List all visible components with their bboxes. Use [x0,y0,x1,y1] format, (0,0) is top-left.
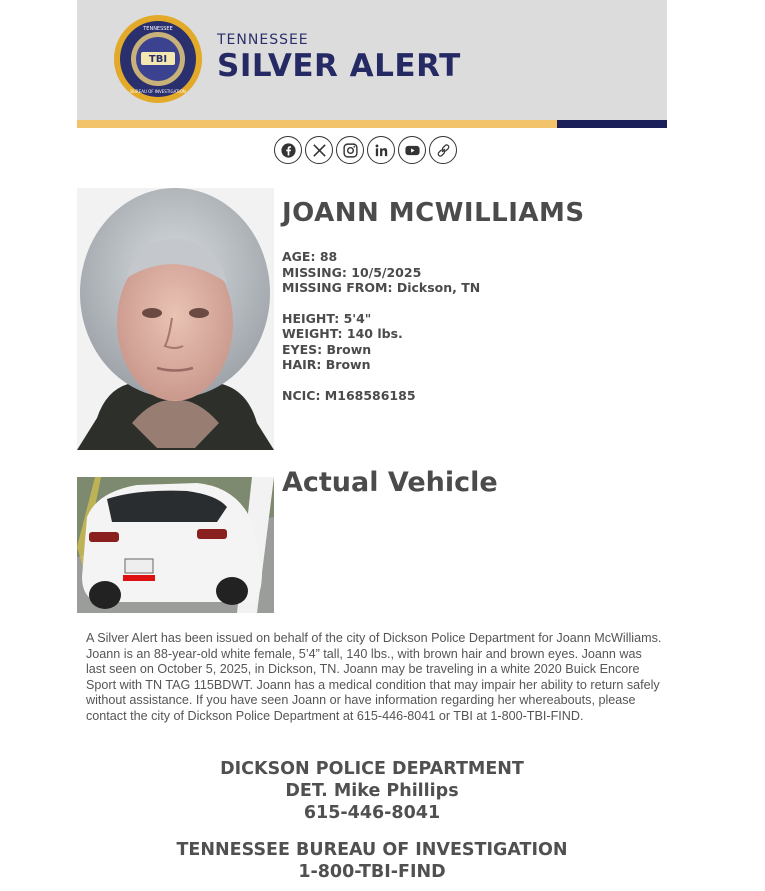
alert-description: A Silver Alert has been issued on behalf of the city of Dickson Police Department for Joann McWilliams. Joann is an 88-year-old white female, 5’4” tall, 140 lbs., with brown hair and brown eyes. Joann was last seen on October 5, 2025, in Dickson, TN. Joann may be traveling in a white 2020 Buick Encore Sport with TN TAG 115BDWT. Joann has a medical condition that may impair her ability to return safely without assistance. If you have seen Joann or have information regarding her whereabouts, please contact the city of Dickson Police Department at 615-446-8041 or TBI at 1-800-TBI-FIND. [86,631,662,723]
police-phone[interactable]: 615-446-8041 [303,803,441,823]
facebook-icon[interactable] [274,136,302,164]
youtube-icon[interactable] [398,136,426,164]
header-banner [77,0,667,128]
social-links [274,136,457,164]
detective-name: DET. Mike Phillips [285,781,459,801]
age-label: AGE: 88 [282,249,338,264]
person-name: JOANN MCWILLIAMS [282,198,585,228]
eyes-label: EYES: Brown [282,341,372,357]
missing-from-label: MISSING FROM: Dickson, TN [282,280,481,295]
tbi-contact [77,839,667,883]
tbi-seal-logo [113,14,203,104]
police-dept-name: DICKSON POLICE DEPARTMENT [220,759,524,779]
x-icon[interactable] [305,136,333,164]
weight-label: WEIGHT: 140 lbs. [282,326,403,341]
hair-label: HAIR: Brown [282,357,371,372]
missing-date-label: MISSING: 10/5/2025 [282,264,422,280]
police-contact [77,758,667,824]
svg-text:BUREAU OF INVESTIGATION: BUREAU OF INVESTIGATION [130,89,186,94]
ncic-label: NCIC: M168586185 [282,387,416,403]
vehicle-photo [77,477,274,613]
linkedin-icon[interactable] [367,136,395,164]
vehicle-heading: Actual Vehicle [282,467,498,498]
tbi-name: TENNESSEE BUREAU OF INVESTIGATION [176,840,568,860]
height-label: HEIGHT: 5'4" [282,310,372,326]
tbi-phone[interactable]: 1-800-TBI-FIND [298,862,446,882]
svg-text:TENNESSEE: TENNESSEE [143,26,173,32]
brand-title: SILVER ALERT [217,48,461,84]
brand-state-label: TENNESSEE [217,32,309,48]
instagram-icon[interactable] [336,136,364,164]
link-icon[interactable] [429,136,457,164]
svg-text:TBI: TBI [148,54,168,65]
banner-stripe [77,120,667,128]
missing-person-photo [77,188,274,450]
person-details [282,249,480,403]
